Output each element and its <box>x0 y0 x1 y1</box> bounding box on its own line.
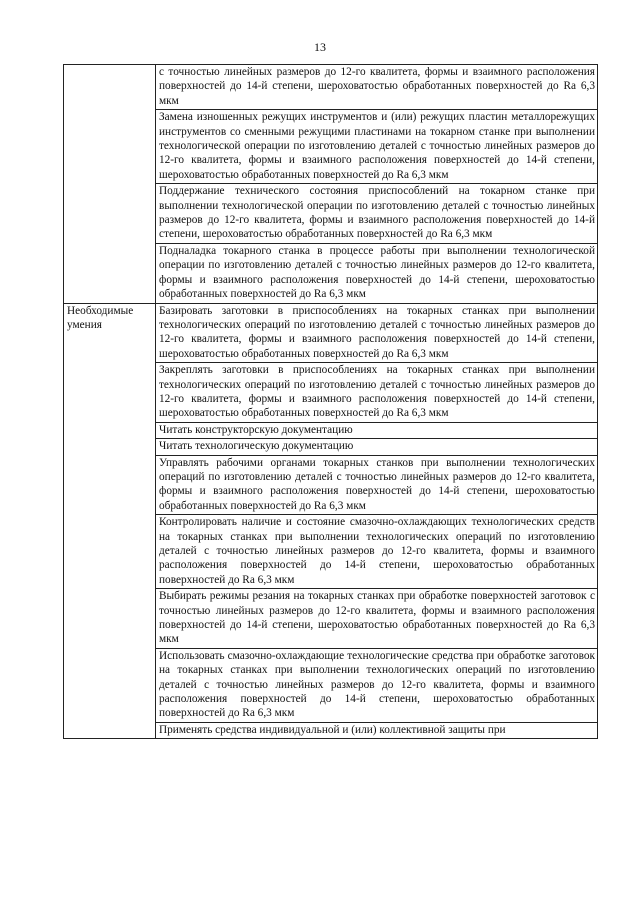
list-item: Контролировать наличие и состояние смазочно-охлаждающих технологических средств на токарных станках при выполнении технологических операций по изготовлению деталей с точностью линейных размеров до 12-го квалитета, формы и взаимного расположения поверхностей до 14-й степени, шероховатостью обработанных поверхностей до Ra 6,3 мкм <box>156 515 598 589</box>
list-item: Замена изношенных режущих инструментов и (или) режущих пластин металлорежущих инструментов со сменными режущими пластинами на токарном станке при выполнении технологической операции по изготовлению деталей с точностью линейных размеров до 12-го квалитета, формы и взаимного расположения поверхностей до 14-й степени, шероховатостью обработанных поверхностей до Ra 6,3 мкм <box>156 110 598 184</box>
list-item: Читать технологическую документацию <box>156 439 598 455</box>
list-item: Применять средства индивидуальной и (или) коллективной защиты при <box>156 722 598 738</box>
page-number: 13 <box>314 40 326 54</box>
list-item: Читать конструкторскую документацию <box>156 422 598 438</box>
list-item: Использовать смазочно-охлаждающие технологические средства при обработке заготовок на токарных станках при выполнении технологических операций по изготовлению деталей с точностью линейных размеров до 12-го квалитета, формы и взаимного расположения поверхностей до 14-й степени, шероховатостью обработанных поверхностей до Ra 6,3 мкм <box>156 648 598 722</box>
list-item: Управлять рабочими органами токарных станков при выполнении технологических операций по изготовлению деталей с точностью линейных размеров до 12-го квалитета, формы и взаимного расположения поверхностей до 14-й степени, шероховатостью обработанных поверхностей до Ra 6,3 мкм <box>156 455 598 515</box>
table-row <box>64 303 598 363</box>
table-row <box>64 65 598 110</box>
list-item: Выбирать режимы резания на токарных станках при обработке поверхностей заготовок с точностью линейных размеров до 12-го квалитета, формы и взаимного расположения поверхностей до 14-й степени, шероховатостью обработанных поверхностей до Ra 6,3 мкм <box>156 589 598 649</box>
list-item: Закреплять заготовки в приспособлениях на токарных станках при выполнении технологических операций по изготовлению деталей с точностью линейных размеров до 12-го квалитета, формы и взаимного расположения поверхностей до 14-й степени, шероховатостью обработанных поверхностей до Ra 6,3 мкм <box>156 363 598 423</box>
requirements-table <box>63 64 598 739</box>
list-item: Базировать заготовки в приспособлениях на токарных станках при выполнении технологических операций по изготовлению деталей с точностью линейных размеров до 12-го квалитета, формы и взаимного расположения поверхностей до 14-й степени, шероховатостью обработанных поверхностей до Ra 6,3 мкм <box>156 303 598 363</box>
list-item: Подналадка токарного станка в процессе работы при выполнении технологической операции по изготовлению деталей с точностью линейных размеров до 12-го квалитета, формы и взаимного расположения поверхностей до 14-й степени, шероховатостью обработанных поверхностей до Ra 6,3 мкм <box>156 243 598 303</box>
list-item: Поддержание технического состояния приспособлений на токарном станке при выполнении технологической операции по изготовлению деталей с точностью линейных размеров до 12-го квалитета, формы и взаимного расположения поверхностей до 14-й степени, шероховатостью обработанных поверхностей до Ra 6,3 мкм <box>156 184 598 244</box>
section-label-empty <box>64 65 156 304</box>
list-item: с точностью линейных размеров до 12-го квалитета, формы и взаимного расположения поверхностей до 14-й степени, шероховатостью обработанных поверхностей до Ra 6,3 мкм <box>156 65 598 110</box>
section-label-skills: Необходимые умения <box>64 303 156 739</box>
